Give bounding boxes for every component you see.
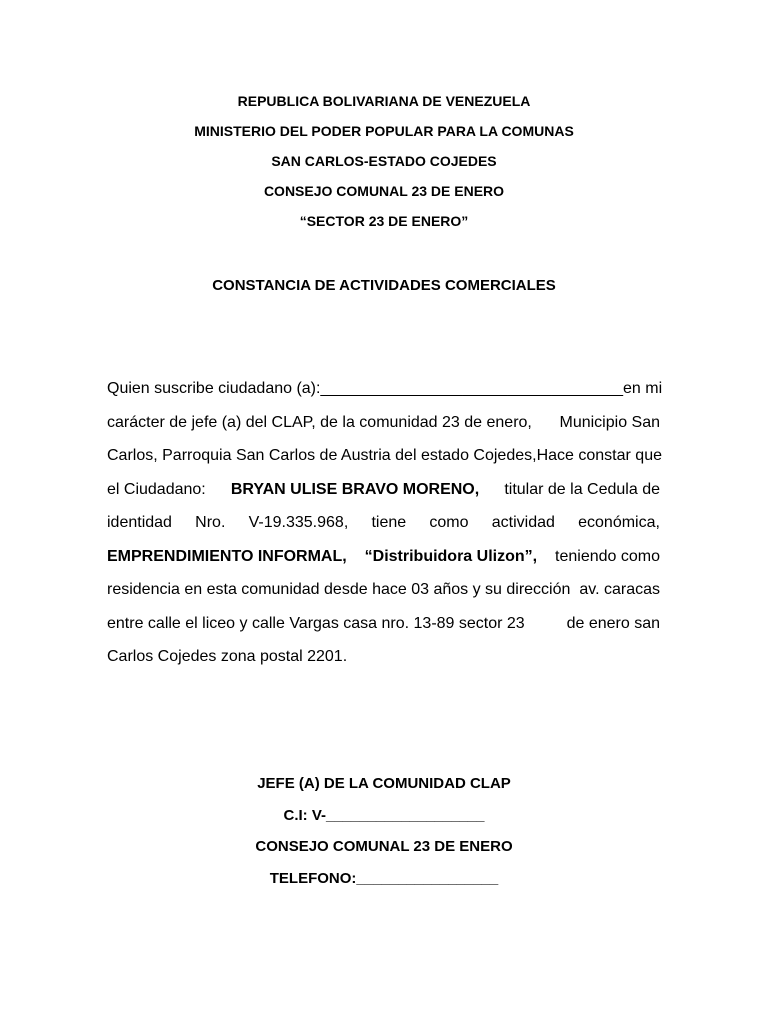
- body-text: Carlos Cojedes zona postal 2201.: [107, 648, 348, 665]
- body-text: como: [429, 514, 469, 531]
- body-text: Municipio San: [559, 413, 660, 431]
- signature-role: JEFE (A) DE LA COMUNIDAD CLAP: [257, 775, 511, 792]
- body-text: en mi: [623, 380, 663, 397]
- body-text: actividad: [491, 514, 555, 531]
- body-text: identidad: [107, 514, 172, 531]
- body-text: Nro.: [195, 514, 226, 531]
- body-line: [107, 439, 660, 473]
- header-location: SAN CARLOS-ESTADO COJEDES: [271, 153, 497, 169]
- body-text: el Ciudadano:: [107, 480, 206, 498]
- business-name: “Distribuidora Ulizon”,: [364, 547, 538, 565]
- id-number: V-19.335.968,: [248, 514, 349, 531]
- body-text: teniendo como: [555, 547, 660, 565]
- body-text: carácter de jefe (a) del CLAP, de la comunidad 23 de enero,: [107, 413, 532, 431]
- body-text: Quien suscribe ciudadano (a):__________________________________: [107, 380, 623, 397]
- header-council: CONSEJO COMUNAL 23 DE ENERO: [263, 183, 505, 199]
- body-text: av. caracas: [579, 581, 660, 598]
- signature-id-field: C.I: V-___________________: [283, 806, 485, 824]
- body-line: [107, 473, 660, 507]
- body-line: [107, 640, 660, 674]
- body-line: [107, 406, 660, 440]
- body-text: entre calle el liceo y calle Vargas casa nro. 13-89 sector 23: [107, 614, 525, 632]
- document-body: [107, 372, 663, 674]
- document-header: [0, 90, 768, 240]
- header-sector: “SECTOR 23 DE ENERO”: [299, 213, 469, 229]
- document-title: CONSTANCIA DE ACTIVIDADES COMERCIALES: [212, 277, 556, 294]
- signature-council: CONSEJO COMUNAL 23 DE ENERO: [255, 838, 513, 855]
- body-line: [107, 372, 663, 406]
- body-text: Hace constar que: [536, 447, 662, 464]
- body-text: tiene: [371, 514, 407, 531]
- header-republic: REPUBLICA BOLIVARIANA DE VENEZUELA: [237, 93, 531, 109]
- signature-phone-field: TELEFONO:_________________: [269, 869, 499, 887]
- body-line: [107, 573, 660, 607]
- body-text: residencia en esta comunidad desde hace 03 años y su dirección: [107, 581, 571, 598]
- activity-type: EMPRENDIMIENTO INFORMAL,: [107, 547, 347, 565]
- body-line: [107, 540, 660, 574]
- body-text: titular de la Cedula de: [504, 480, 660, 498]
- signature-block: [0, 772, 768, 898]
- body-text: de enero san: [566, 614, 660, 632]
- header-ministry: MINISTERIO DEL PODER POPULAR PARA LA COMUNAS: [194, 123, 574, 139]
- body-text: económica,: [578, 514, 660, 531]
- citizen-name: BRYAN ULISE BRAVO MORENO,: [230, 480, 480, 498]
- body-line: [107, 506, 660, 540]
- body-text: Carlos, Parroquia San Carlos de Austria del estado Cojedes,: [107, 447, 537, 464]
- body-line: [107, 607, 660, 641]
